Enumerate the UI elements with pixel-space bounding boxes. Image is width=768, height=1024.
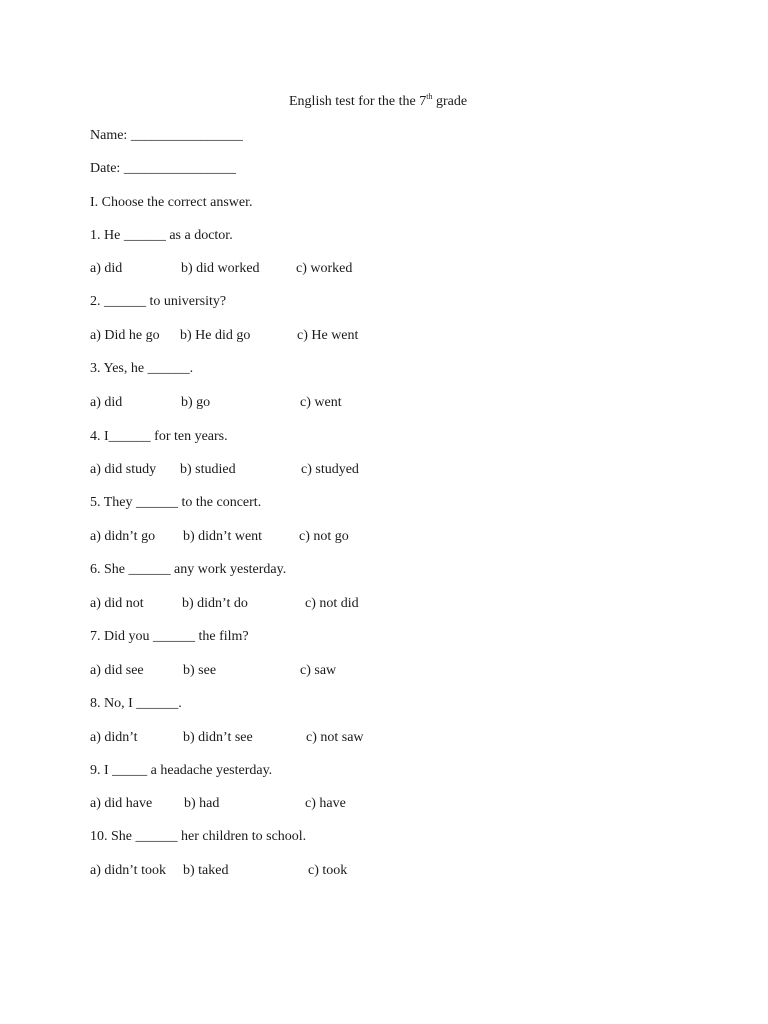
page-title <box>289 93 467 111</box>
q1-option-a: a) did <box>90 261 123 276</box>
q4-option-b: b) studied <box>180 462 236 477</box>
q9-option-a: a) did have <box>90 796 153 811</box>
q1-option-b: b) did worked <box>181 261 260 276</box>
q7-option-c: c) saw <box>300 663 337 678</box>
question-4: 4. I______ for ten years. <box>90 429 228 444</box>
date-field: Date: ________________ <box>90 161 236 176</box>
q5-option-a: a) didn’t go <box>90 529 156 544</box>
q6-option-a: a) did not <box>90 596 144 611</box>
question-9: 9. I _____ a headache yesterday. <box>90 763 273 778</box>
question-1: 1. He ______ as a doctor. <box>90 228 233 243</box>
q9-option-b: b) had <box>184 796 220 811</box>
q7-option-a: a) did see <box>90 663 144 678</box>
q1-option-c: c) worked <box>296 261 353 276</box>
title-text: English test for the the 7 <box>289 94 427 109</box>
q6-option-c: c) not did <box>305 596 359 611</box>
q5-option-b: b) didn’t went <box>183 529 263 544</box>
question-6: 6. She ______ any work yesterday. <box>90 562 287 577</box>
q2-option-c: c) He went <box>297 328 359 343</box>
q8-option-c: c) not saw <box>306 730 364 745</box>
title-superscript: th <box>426 92 433 101</box>
question-2: 2. ______ to university? <box>90 294 227 309</box>
q7-option-b: b) see <box>183 663 217 678</box>
q6-option-b: b) didn’t do <box>182 596 248 611</box>
question-8: 8. No, I ______. <box>90 696 182 711</box>
q3-option-c: c) went <box>300 395 342 410</box>
question-7: 7. Did you ______ the film? <box>90 629 249 644</box>
q10-option-c: c) took <box>308 863 348 878</box>
question-3: 3. Yes, he ______. <box>90 361 194 376</box>
q5-option-c: c) not go <box>299 529 349 544</box>
name-field: Name: ________________ <box>90 128 243 143</box>
question-10: 10. She ______ her children to school. <box>90 829 307 844</box>
q8-option-b: b) didn’t see <box>183 730 253 745</box>
section-heading: I. Choose the correct answer. <box>90 195 253 210</box>
q8-option-a: a) didn’t <box>90 730 138 745</box>
q4-option-c: c) studyed <box>301 462 359 477</box>
q4-option-a: a) did study <box>90 462 157 477</box>
question-5: 5. They ______ to the concert. <box>90 495 262 510</box>
q10-option-b: b) taked <box>183 863 229 878</box>
q10-option-a: a) didn’t took <box>90 863 166 878</box>
q3-option-b: b) go <box>181 395 211 410</box>
title-text-end: grade <box>432 94 468 109</box>
q2-option-a: a) Did he go <box>90 328 160 343</box>
q3-option-a: a) did <box>90 395 123 410</box>
q2-option-b: b) He did go <box>180 328 251 343</box>
q9-option-c: c) have <box>305 796 346 811</box>
